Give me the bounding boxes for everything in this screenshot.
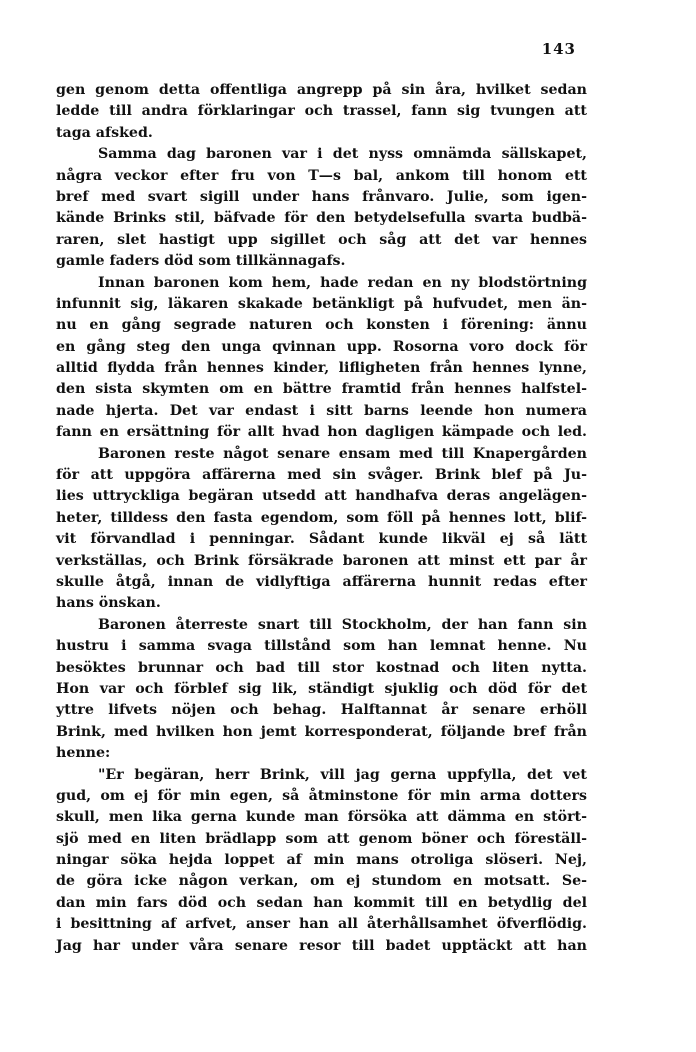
text-line: vit förvandlad i penningar. Sådant kunde likväl ej så lätt <box>56 531 587 548</box>
text-line: raren, slet hastigt upp sigillet och såg att det var hennes <box>56 231 587 248</box>
text-line: bref med svart sigill under hans frånvaro. Julie, som igen- <box>56 188 587 205</box>
text-line: sjö med en liten brädlapp som att genom böner och föreställ- <box>56 830 587 847</box>
text-line: Jag har under våra senare resor till badet upptäckt att han <box>56 937 587 954</box>
text-line: en gång steg den unga qvinnan upp. Rosorna voro dock för <box>56 338 587 355</box>
text-line: taga afsked. <box>56 124 153 141</box>
text-line: Innan baronen kom hem, hade redan en ny blodstörtning <box>98 274 587 291</box>
text-line: nade hjerta. Det var endast i sitt barns leende hon numera <box>56 402 587 419</box>
text-line: gen genom detta offentliga angrepp på sin åra, hvilket sedan <box>56 82 587 98</box>
text-line: Baronen reste något senare ensam med till Knapergården <box>98 445 587 462</box>
text-line: Baronen återreste snart till Stockholm, der han fann sin <box>98 616 587 633</box>
text-line: Brink, med hvilken hon jemt korresponderat, följande bref från <box>56 723 587 740</box>
text-line: den sista skymten om en bättre framtid från hennes halfstel- <box>56 381 587 398</box>
text-line: yttre lifvets nöjen och behag. Halftannat år senare erhöll <box>56 702 587 719</box>
page-number: 143 <box>541 40 576 58</box>
text-line: ledde till andra förklaringar och trassel, fann sig tvungen att <box>56 103 587 120</box>
text-line: henne: <box>56 745 111 762</box>
text-line: kände Brinks stil, bäfvade för den betydelsefulla svarta budbä- <box>56 210 587 227</box>
text-line: i besittning af arfvet, anser han all återhållsamhet öfverflödig. <box>56 916 587 933</box>
text-line: dan min fars död och sedan han kommit till en betydlig del <box>56 894 587 911</box>
text-line: fann en ersättning för allt hvad hon dagligen kämpade och led. <box>56 424 587 441</box>
text-line: besöktes brunnar och bad till stor kostnad och liten nytta. <box>56 659 587 676</box>
text-line: lies uttryckliga begäran utsedd att handhafva deras angelägen- <box>56 488 587 505</box>
text-line: nu en gång segrade naturen och konsten i förening: ännu <box>56 317 587 334</box>
text-line: hustru i samma svaga tillstånd som han lemnat henne. Nu <box>56 638 587 655</box>
text-line: för att uppgöra affärerna med sin svåger. Brink blef på Ju- <box>56 467 587 484</box>
text-line: Hon var och förblef sig lik, ständigt sjuklig och död för det <box>56 680 587 697</box>
text-line: några veckor efter fru von T—s bal, ankom till honom ett <box>56 167 587 184</box>
text-line: gud, om ej för min egen, så åtminstone för min arma dotters <box>56 787 587 804</box>
text-line: skull, men lika gerna kunde man försöka att dämma en stört- <box>56 809 587 826</box>
text-line: verkställas, och Brink försäkrade baronen att minst ett par år <box>56 552 587 569</box>
text-line: ningar söka hejda loppet af min mans otroliga slöseri. Nej, <box>56 852 587 869</box>
text-line: skulle åtgå, innan de vidlyftiga affärerna hunnit redas efter <box>56 573 587 590</box>
text-line: gamle faders död som tillkännagafs. <box>56 253 346 270</box>
body-text <box>56 80 587 957</box>
text-line: "Er begäran, herr Brink, vill jag gerna uppfylla, det vet <box>98 766 587 783</box>
text-line: Samma dag baronen var i det nyss omnämda sällskapet, <box>98 146 587 163</box>
text-line: infunnit sig, läkaren skakade betänkligt på hufvudet, men än- <box>56 295 587 312</box>
text-line: de göra icke någon verkan, om ej stundom en motsatt. Se- <box>56 873 587 890</box>
text-line: hans önskan. <box>56 595 161 612</box>
text-line: heter, tilldess den fasta egendom, som föll på hennes lott, blif- <box>56 509 587 526</box>
text-line: alltid flydda från hennes kinder, lifligheten från hennes lynne, <box>56 360 587 377</box>
